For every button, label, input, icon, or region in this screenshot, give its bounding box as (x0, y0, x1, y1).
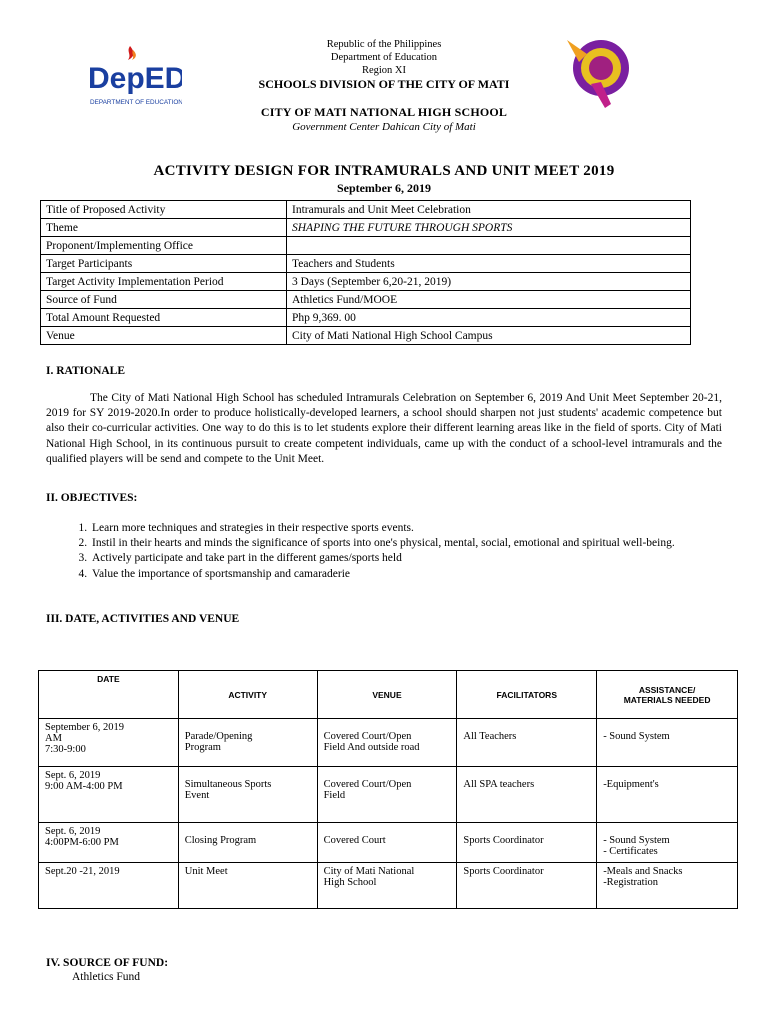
info-value (287, 237, 691, 255)
schedule-cell-materials: -Equipment's (597, 767, 738, 823)
activity-info-table (40, 200, 691, 345)
info-label: Proponent/Implementing Office (41, 237, 287, 255)
schedule-row (39, 863, 738, 909)
schedule-cell-activity: Unit Meet (178, 863, 317, 909)
info-value: 3 Days (September 6,20-21, 2019) (287, 273, 691, 291)
objective-item: 2. Instil in their hearts and minds the significance of sports into one's physical, mental, social, emotional and spiritual well-being. (90, 536, 766, 551)
schedule-row (39, 823, 738, 863)
schedule-cell-materials: -Meals and Snacks -Registration (597, 863, 738, 909)
schedule-header-cell: ASSISTANCE/ MATERIALS NEEDED (597, 671, 738, 719)
rationale-heading: I. RATIONALE (46, 365, 126, 377)
schedule-cell-venue: City of Mati National High School (317, 863, 457, 909)
schedule-cell-facilitators: All SPA teachers (457, 767, 597, 823)
schedule-cell-date: Sept.20 -21, 2019 (39, 863, 179, 909)
info-row (41, 201, 691, 219)
deped-wordmark: DepED (88, 62, 182, 95)
schedule-cell-facilitators: Sports Coordinator (457, 863, 597, 909)
info-value: Teachers and Students (287, 255, 691, 273)
info-label: Target Activity Implementation Period (41, 273, 287, 291)
header-school: CITY OF MATI NATIONAL HIGH SCHOOL (260, 105, 508, 119)
schedule-header-cell: ACTIVITY (178, 671, 317, 719)
schedule-cell-activity: Parade/Opening Program (178, 719, 317, 767)
info-row (41, 273, 691, 291)
schedule-cell-date: Sept. 6, 2019 4:00PM-6:00 PM (39, 823, 179, 863)
schedule-cell-date: September 6, 2019 AM 7:30-9:00 (39, 719, 179, 767)
info-row (41, 327, 691, 345)
info-row (41, 255, 691, 273)
schedule-header-cell: FACILITATORS (457, 671, 597, 719)
schedule-cell-venue: Covered Court (317, 823, 457, 863)
info-label: Total Amount Requested (41, 309, 287, 327)
header-department: Department of Education (330, 52, 438, 63)
schedule-cell-facilitators: Sports Coordinator (457, 823, 597, 863)
info-label: Target Participants (41, 255, 287, 273)
info-value: SHAPING THE FUTURE THROUGH SPORTS (287, 219, 691, 237)
info-label: Venue (41, 327, 287, 345)
document-title: ACTIVITY DESIGN FOR INTRAMURALS AND UNIT MEET 2019 (153, 163, 615, 179)
schedule-cell-activity: Closing Program (178, 823, 317, 863)
objectives-list (46, 521, 766, 582)
rationale-paragraph: The City of Mati National High School has scheduled Intramurals Celebration on September 6, 2019 And Unit Meet September 20-21, 2019 for SY 2019-2020.In order to produce holistically-developed learners, a school should sharpen not just students' academic competence but also their co-curricular activities. One way to do this is to let students explore their different learning areas like in the field of sports. City of Mati National High School, in its continuous pursuit to create competent individuals, came up with the conduct of a school-level intramurals and the qualified players will be send and compete to the Unit Meet. (46, 392, 722, 465)
objective-item: 1. Learn more techniques and strategies in their respective sports events. (90, 521, 766, 536)
info-value: City of Mati National High School Campus (287, 327, 691, 345)
schedule-cell-date: Sept. 6, 2019 9:00 AM-4:00 PM (39, 767, 179, 823)
header-republic: Republic of the Philippines (326, 39, 442, 50)
schedule-cell-activity: Simultaneous Sports Event (178, 767, 317, 823)
schedule-table (38, 670, 738, 909)
objectives-heading: II. OBJECTIVES: (46, 492, 138, 504)
schedule-cell-venue: Covered Court/Open Field (317, 767, 457, 823)
objective-item: 4. Value the importance of sportsmanship and camaraderie (90, 567, 766, 582)
fund-value: Athletics Fund (72, 971, 141, 983)
header-division: SCHOOLS DIVISION OF THE CITY OF MATI (258, 77, 510, 91)
info-row (41, 309, 691, 327)
deped-caption: DEPARTMENT OF EDUCATION (90, 99, 182, 106)
info-row (41, 237, 691, 255)
info-row (41, 219, 691, 237)
schedule-cell-facilitators: All Teachers (457, 719, 597, 767)
header-region: Region XI (361, 65, 407, 76)
info-value: Athletics Fund/MOOE (287, 291, 691, 309)
info-row (41, 291, 691, 309)
info-value: Php 9,369. 00 (287, 309, 691, 327)
schedule-cell-materials: - Sound System - Certificates (597, 823, 738, 863)
schedule-cell-materials: - Sound System (597, 719, 738, 767)
document-date: September 6, 2019 (336, 181, 432, 195)
info-label: Title of Proposed Activity (41, 201, 287, 219)
header-address: Government Center Dahican City of Mati (292, 121, 476, 133)
schedule-row (39, 767, 738, 823)
letterhead (0, 38, 768, 134)
objective-item: 3. Actively participate and take part in the different games/sports held (90, 551, 766, 566)
schedule-row (39, 719, 738, 767)
info-label: Source of Fund (41, 291, 287, 309)
schedule-header-cell: VENUE (317, 671, 457, 719)
schedule-cell-venue: Covered Court/Open Field And outside road (317, 719, 457, 767)
fund-heading: IV. SOURCE OF FUND: (46, 957, 169, 969)
info-value: Intramurals and Unit Meet Celebration (287, 201, 691, 219)
info-label: Theme (41, 219, 287, 237)
schedule-heading: III. DATE, ACTIVITIES AND VENUE (46, 613, 240, 625)
schedule-header-cell: DATE (39, 671, 179, 719)
